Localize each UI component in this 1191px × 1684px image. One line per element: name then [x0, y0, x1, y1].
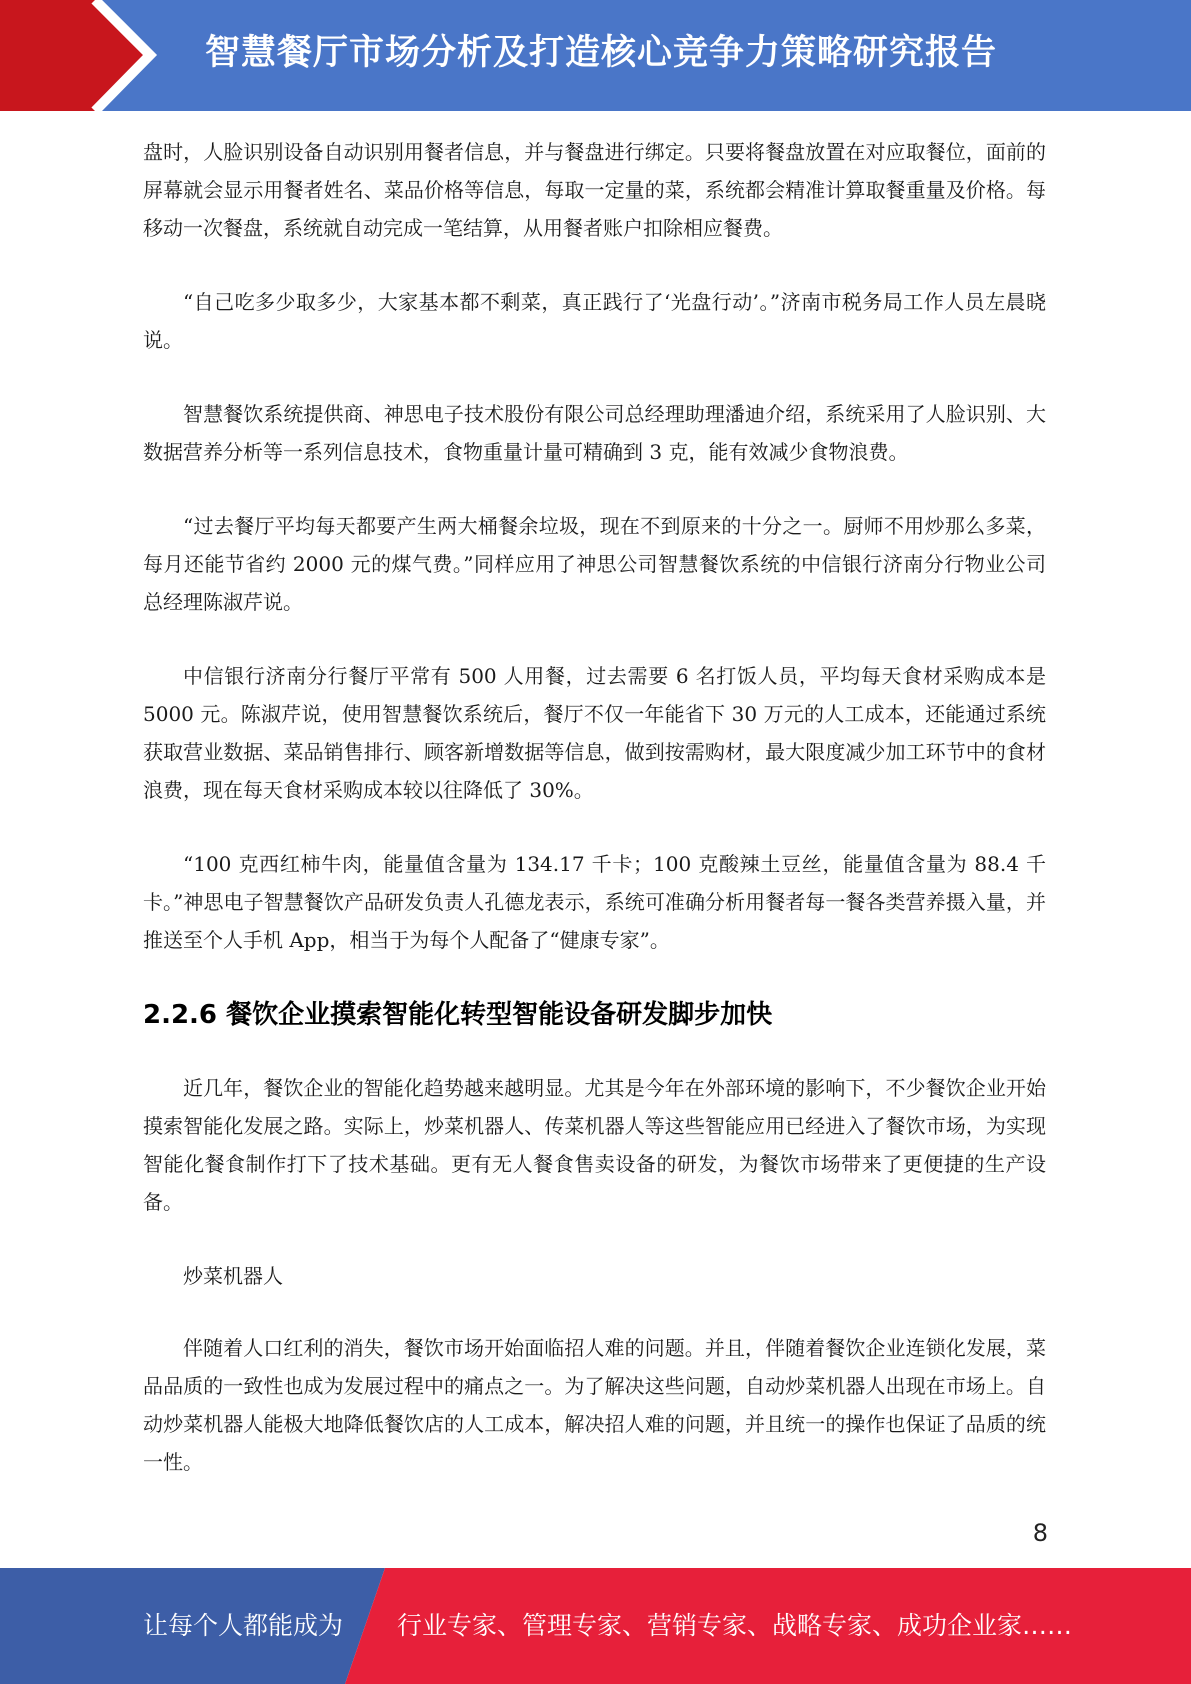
page-number: 8: [1032, 1519, 1048, 1547]
closing-paragraph: 伴随着人口红利的消失，餐饮市场开始面临招人难的问题。并且，伴随着餐饮企业连锁化发展，菜品品质的一致性也成为发展过程中的痛点之一。为了解决这些问题，自动炒菜机器人出现在市场上。自动炒菜机器人能极大地降低餐饮店的人工成本，解决招人难的问题，并且统一的操作也保证了品质的统一性。: [143, 1336, 1046, 1474]
paragraph-quote-kong: “100 克西红柿牛肉，能量值含量为 134.17 千卡；100 克酸辣土豆丝，能量值含量为 88.4 千卡。”神思电子智慧餐饮产品研发负责人孔德龙表示，系统可准确分析用餐者每一餐各类营养摄入量，并推送至个人手机 App，相当于为每个人配备了“健康专家”。: [143, 852, 1046, 952]
paragraph-continued: 盘时，人脸识别设备自动识别用餐者信息，并与餐盘进行绑定。只要将餐盘放置在对应取餐位，面前的屏幕就会显示用餐者姓名、菜品价格等信息，每取一定量的菜，系统都会精准计算取餐重量及价格。每移动一次餐盘，系统就自动完成一笔结算，从用餐者账户扣除相应餐费。: [143, 140, 1046, 240]
page-header: [0, 0, 1191, 111]
section-paragraph: 近几年，餐饮企业的智能化趋势越来越明显。尤其是今年在外部环境的影响下，不少餐饮企业开始摸索智能化发展之路。实际上，炒菜机器人、传菜机器人等这些智能应用已经进入了餐饮市场，为实现智能化餐食制作打下了技术基础。更有无人餐食售卖设备的研发，为餐饮市场带来了更便捷的生产设备。: [143, 1076, 1046, 1214]
paragraph-citic-bank: 中信银行济南分行餐厅平常有 500 人用餐，过去需要 6 名打饭人员，平均每天食材采购成本是 5000 元。陈淑芹说，使用智慧餐饮系统后，餐厅不仅一年能省下 30 万元的人工成本，还能通过系统获取营业数据、菜品销售排行、顾客新增数据等信息，做到按需购材，最大限度减少加工环节中的食材浪费，现在每天食材采购成本较以往降低了 30%。: [143, 664, 1046, 802]
subheading-cooking-robot: 炒菜机器人: [183, 1264, 283, 1288]
paragraph-quote-chen: “过去餐厅平均每天都要产生两大桶餐余垃圾，现在不到原来的十分之一。厨师不用炒那么多菜，每月还能节省约 2000 元的煤气费。”同样应用了神思公司智慧餐饮系统的中信银行济南分行物业公司总经理陈淑芹说。: [143, 514, 1046, 614]
footer-slogan-left: 让每个人都能成为: [143, 1611, 344, 1640]
page-footer: [0, 1568, 1191, 1684]
report-title: 智慧餐厅市场分析及打造核心竞争力策略研究报告: [205, 33, 998, 73]
page-body: [143, 133, 1046, 1517]
footer-slogan-right: 行业专家、管理专家、营销专家、战略专家、成功企业家……: [397, 1611, 1073, 1640]
paragraph-quote-zuo: “自己吃多少取多少，大家基本都不剩菜，真正践行了‘光盘行动’。”济南市税务局工作人员左晨晓说。: [143, 290, 1046, 352]
paragraph-pandi: 智慧餐饮系统提供商、神思电子技术股份有限公司总经理助理潘迪介绍，系统采用了人脸识别、大数据营养分析等一系列信息技术，食物重量计量可精确到 3 克，能有效减少食物浪费。: [143, 402, 1046, 464]
section-heading: 2.2.6 餐饮企业摸索智能化转型智能设备研发脚步加快: [143, 1000, 773, 1030]
